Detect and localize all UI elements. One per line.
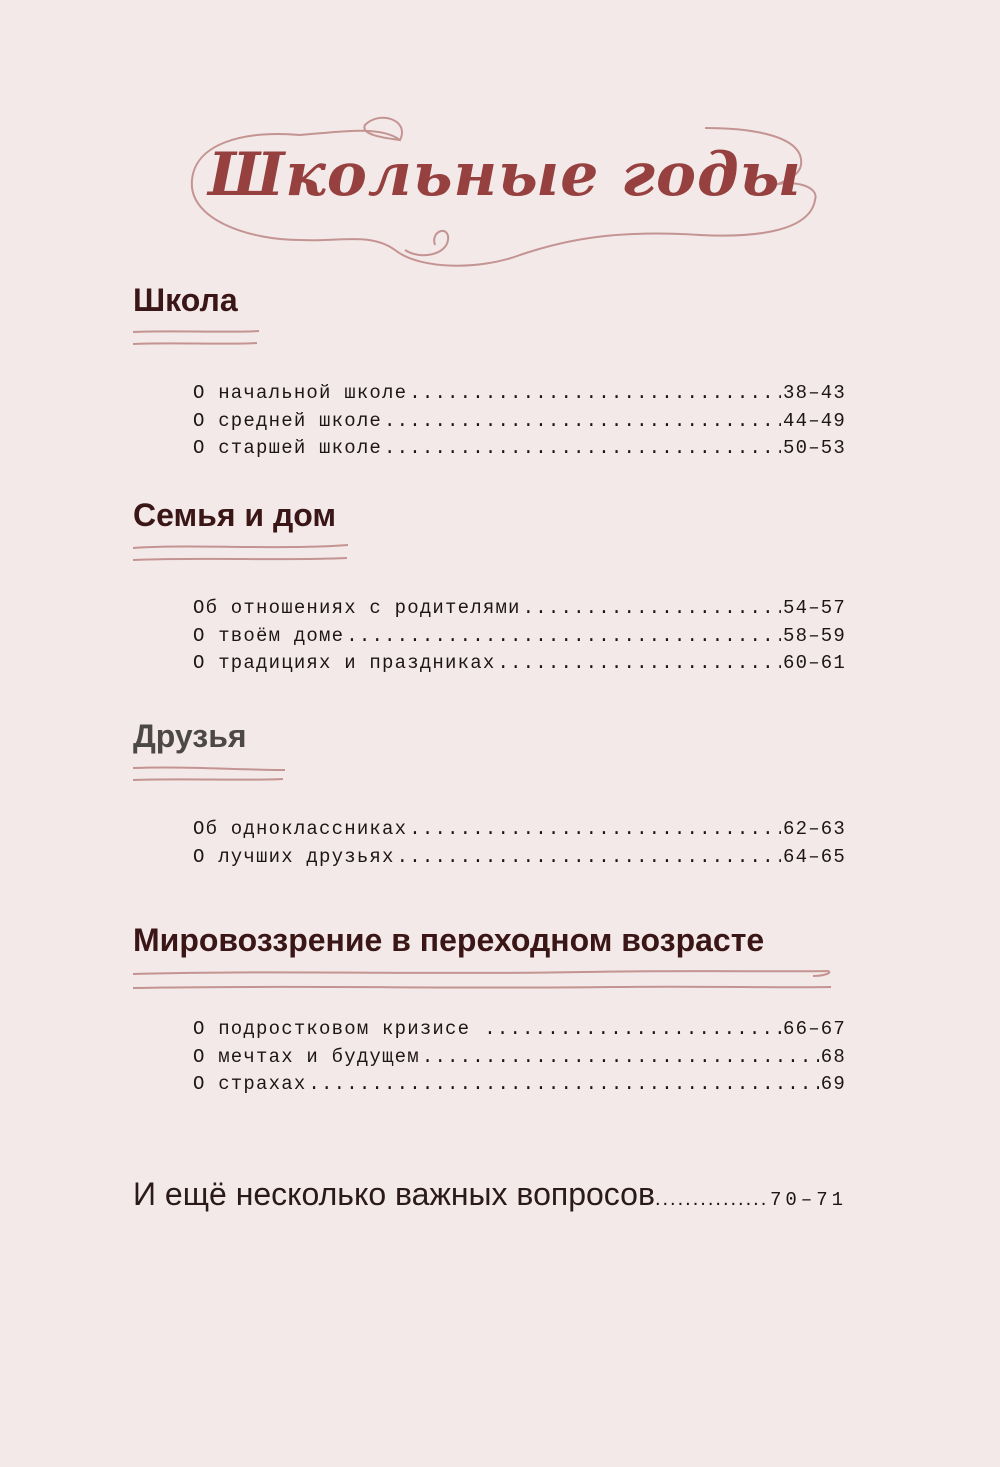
entry-label: О традициях и праздниках [193, 652, 496, 674]
entry-label: О подростковом кризисе [193, 1018, 471, 1040]
leader-dots [384, 410, 781, 432]
section-school [133, 280, 853, 465]
section-heading: Школа [133, 282, 238, 318]
toc-entry-final[interactable] [133, 1176, 847, 1213]
entry-pages: 62–63 [782, 818, 846, 840]
toc-entry[interactable] [193, 625, 846, 653]
leader-dots [384, 437, 781, 459]
leader-dots [409, 382, 781, 404]
toc-entry[interactable] [193, 437, 846, 465]
leader-dots [484, 1018, 781, 1040]
entry-pages: 54–57 [782, 597, 846, 619]
entry-pages: 70–71 [769, 1189, 847, 1211]
leader-dots [346, 625, 781, 647]
leader-dots [655, 1188, 770, 1211]
toc-entry[interactable] [193, 1046, 846, 1074]
entry-label: О страхах [193, 1073, 307, 1095]
entry-label: О лучших друзьях [193, 845, 395, 868]
heading-underline [133, 760, 293, 788]
section-heading: Друзья [133, 718, 247, 754]
entry-label: Об отношениях с родителями [193, 597, 521, 619]
entry-label: О средней школе [193, 409, 383, 432]
toc-entry[interactable] [193, 410, 846, 438]
heading-underline [133, 539, 353, 567]
entry-label: Об одноклассниках [193, 818, 408, 840]
toc-entry[interactable] [193, 1073, 846, 1101]
heading-underline [133, 324, 263, 352]
heading-underline [133, 964, 833, 996]
entry-label: И ещё несколько важных вопросов [133, 1176, 655, 1212]
toc-entry[interactable] [193, 597, 846, 625]
entry-pages: 64–65 [782, 845, 846, 868]
leader-dots [397, 846, 781, 868]
toc-entry[interactable] [193, 1018, 846, 1046]
leader-dots [422, 1046, 819, 1068]
title-block [180, 100, 830, 280]
entry-pages: 60–61 [782, 652, 846, 674]
entry-pages: 68 [820, 1045, 846, 1068]
entry-label: О мечтах и будущем [193, 1045, 420, 1068]
leader-dots [409, 818, 781, 840]
leader-dots [497, 652, 781, 674]
section-worldview [133, 920, 853, 1101]
toc-entry[interactable] [193, 382, 846, 410]
entry-label: О старшей школе [193, 437, 383, 459]
toc-entry[interactable] [193, 652, 846, 680]
entry-label: О начальной школе [193, 382, 408, 404]
toc-entry[interactable] [193, 818, 846, 846]
section-family [133, 495, 853, 680]
entry-pages: 66–67 [782, 1018, 846, 1040]
leader-dots [308, 1073, 818, 1095]
section-friends [133, 716, 853, 873]
entry-label: О твоём доме [193, 624, 345, 647]
leader-dots [523, 597, 781, 619]
section-heading: Мировоззрение в переходном возрасте [133, 922, 765, 958]
entry-pages: 69 [820, 1073, 846, 1095]
entry-pages: 50–53 [782, 437, 846, 459]
page-title: Школьные годы [208, 140, 802, 210]
toc-entry[interactable] [193, 846, 846, 874]
entry-pages: 58–59 [782, 624, 846, 647]
entry-pages: 38–43 [782, 382, 846, 404]
section-heading: Семья и дом [133, 497, 337, 533]
entry-pages: 44–49 [782, 409, 846, 432]
